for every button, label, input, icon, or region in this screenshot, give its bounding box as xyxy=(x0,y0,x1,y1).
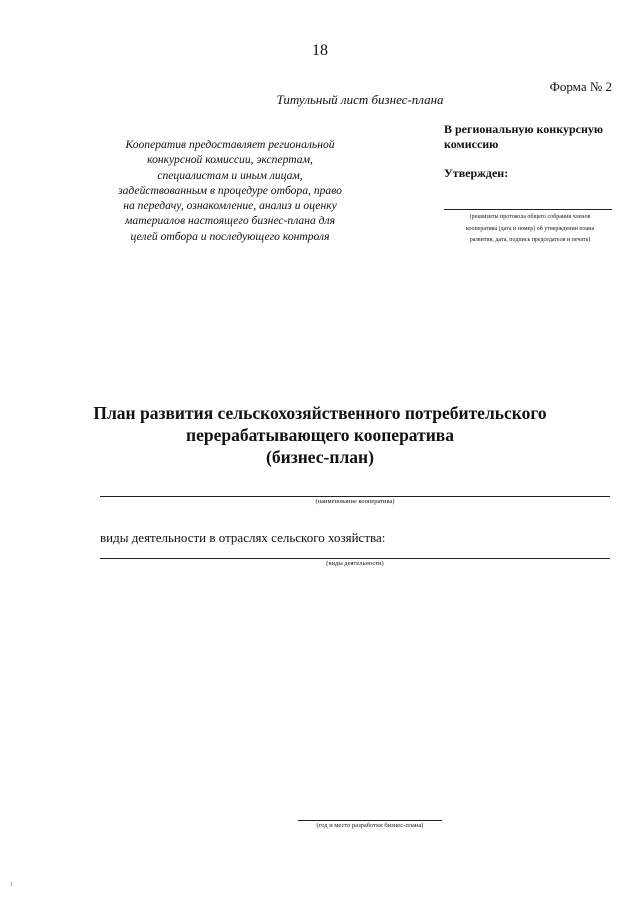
main-title-line: План развития сельскохозяйственного потребительского xyxy=(93,403,547,423)
margin-mark: 1 xyxy=(10,882,13,888)
consent-notice-line: целей отбора и последующего контроля xyxy=(130,229,330,243)
consent-notice-line: конкурсной комиссии, экспертам, xyxy=(147,153,313,167)
consent-notice xyxy=(95,137,365,244)
main-title-line: (бизнес-план) xyxy=(266,447,374,467)
form-number: Форма № 2 xyxy=(549,79,612,94)
recipient-line: В региональную конкурсную xyxy=(444,122,604,136)
approval-note xyxy=(450,212,610,247)
approval-signature-line xyxy=(444,209,612,210)
recipient-block xyxy=(444,122,624,152)
activities-line xyxy=(100,558,610,559)
subtitle: Титульный лист бизнес-плана xyxy=(276,92,444,107)
approved-label: Утвержден: xyxy=(444,166,509,180)
page-number: 18 xyxy=(312,42,328,59)
approval-note-line: (реквизиты протокола общего собрания членов xyxy=(469,214,591,220)
year-place-line xyxy=(298,820,442,821)
consent-notice-line: Кооператив предоставляет региональной xyxy=(125,138,335,151)
cooperative-name-line xyxy=(100,496,610,497)
consent-notice-line: материалов настоящего бизнес-плана для xyxy=(125,214,335,228)
cooperative-name-caption: (наименование кооператива) xyxy=(315,498,395,505)
consent-notice-line: на передачу, ознакомление, анализ и оценку xyxy=(123,199,337,213)
approval-note-line: кооператива (дата и номер) об утверждении плана xyxy=(465,225,595,232)
activities-caption: (виды деятельности) xyxy=(326,560,384,567)
consent-notice-line: задействованным в процедуре отбора, право xyxy=(118,183,342,197)
activities-label: виды деятельности в отраслях сельского хозяйства: xyxy=(100,530,386,545)
recipient-line: комиссию xyxy=(444,137,499,151)
main-title xyxy=(90,402,550,468)
year-place-caption: (год и место разработки бизнес-плана) xyxy=(316,822,424,829)
main-title-line: перерабатывающего кооператива xyxy=(185,425,454,445)
consent-notice-line: специалистам и иным лицам, xyxy=(157,168,303,182)
approval-note-line: развития, дата, подпись председателя и печать) xyxy=(469,237,591,243)
